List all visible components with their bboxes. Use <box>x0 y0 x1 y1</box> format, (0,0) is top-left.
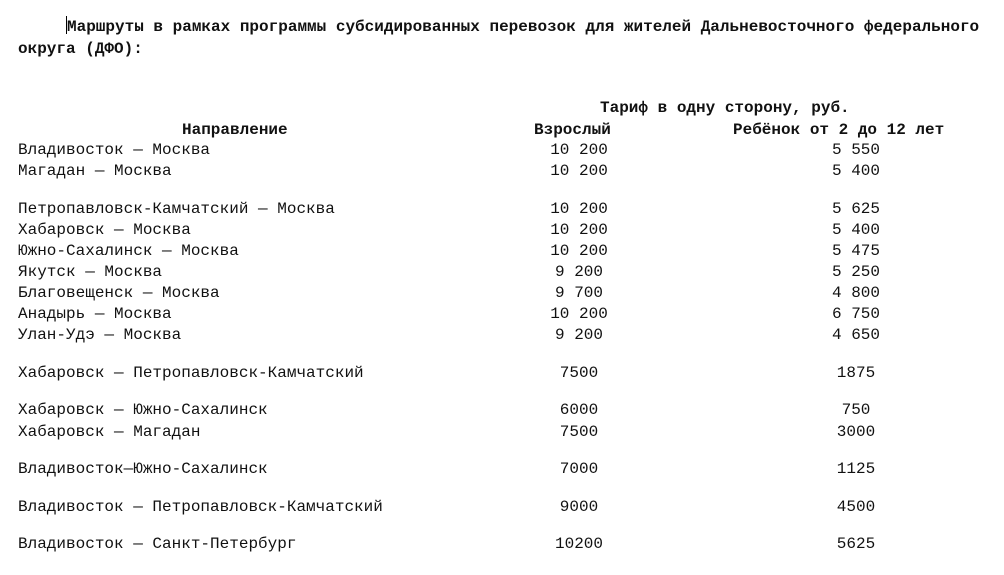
row-direction: Владивосток — Петропавловск-Камчатский <box>18 498 383 516</box>
row-direction: Владивосток — Москва <box>18 141 211 159</box>
row-direction: Южно-Сахалинск — Москва <box>18 242 239 260</box>
table-row <box>0 497 1004 517</box>
row-child-fare: 5 400 <box>831 221 880 239</box>
row-child-fare: 750 <box>841 401 871 419</box>
row-child-fare: 3000 <box>836 423 876 441</box>
row-direction: Хабаровск — Магадан <box>18 423 201 441</box>
row-direction: Якутск — Москва <box>18 263 163 281</box>
row-adult-fare: 10200 <box>554 535 603 553</box>
row-adult-fare: 7500 <box>559 423 599 441</box>
row-adult-fare: 9 200 <box>554 326 603 344</box>
table-row <box>0 262 1004 282</box>
row-child-fare: 4 650 <box>831 326 880 344</box>
row-adult-fare: 10 200 <box>550 221 608 239</box>
table-row <box>0 199 1004 219</box>
header-direction: Направление <box>182 121 288 139</box>
table-row <box>0 534 1004 554</box>
row-adult-fare: 9 700 <box>554 284 603 302</box>
row-adult-fare: 10 200 <box>550 162 608 180</box>
row-child-fare: 5 400 <box>831 162 880 180</box>
row-child-fare: 5 625 <box>831 200 880 218</box>
table-row <box>0 283 1004 303</box>
row-adult-fare: 9000 <box>559 498 599 516</box>
row-direction: Улан-Удэ — Москва <box>18 326 182 344</box>
table-row <box>0 459 1004 479</box>
row-adult-fare: 9 200 <box>554 263 603 281</box>
row-direction: Хабаровск — Москва <box>18 221 191 239</box>
row-adult-fare: 6000 <box>559 401 599 419</box>
table-row <box>0 363 1004 383</box>
table-row <box>0 422 1004 442</box>
row-child-fare: 6 750 <box>831 305 880 323</box>
row-adult-fare: 10 200 <box>550 305 608 323</box>
row-direction: Анадырь — Москва <box>18 305 172 323</box>
row-adult-fare: 7000 <box>559 460 599 478</box>
row-adult-fare: 10 200 <box>550 141 608 159</box>
row-direction: Хабаровск — Южно-Сахалинск <box>18 401 268 419</box>
header-tariff: Тариф в одну сторону, руб. <box>600 99 850 117</box>
row-direction: Хабаровск — Петропавловск-Камчатский <box>18 364 364 382</box>
row-direction: Владивосток—Южно-Сахалинск <box>18 460 268 478</box>
row-child-fare: 4 800 <box>831 284 880 302</box>
row-child-fare: 5 475 <box>831 242 880 260</box>
document-title-block <box>18 16 998 60</box>
table-row <box>0 220 1004 240</box>
row-adult-fare: 7500 <box>559 364 599 382</box>
row-child-fare: 1875 <box>836 364 876 382</box>
row-child-fare: 5 550 <box>831 141 880 159</box>
row-child-fare: 1125 <box>836 460 876 478</box>
table-row <box>0 161 1004 181</box>
row-child-fare: 5 250 <box>831 263 880 281</box>
row-child-fare: 4500 <box>836 498 876 516</box>
table-row <box>0 241 1004 261</box>
header-child: Ребёнок от 2 до 12 лет <box>733 121 945 139</box>
table-row <box>0 140 1004 160</box>
document-title: Маршруты в рамках программы субсидированных перевозок для жителей Дальневосточного федерального округа (ДФО): <box>18 18 989 58</box>
row-adult-fare: 10 200 <box>550 200 608 218</box>
row-direction: Петропавловск-Камчатский — Москва <box>18 200 335 218</box>
table-row <box>0 304 1004 324</box>
row-direction: Благовещенск — Москва <box>18 284 220 302</box>
row-adult-fare: 10 200 <box>550 242 608 260</box>
header-adult: Взрослый <box>534 121 611 139</box>
row-direction: Владивосток — Санкт-Петербург <box>18 535 297 553</box>
table-row <box>0 325 1004 345</box>
row-child-fare: 5625 <box>836 535 876 553</box>
table-row <box>0 400 1004 420</box>
row-direction: Магадан — Москва <box>18 162 172 180</box>
